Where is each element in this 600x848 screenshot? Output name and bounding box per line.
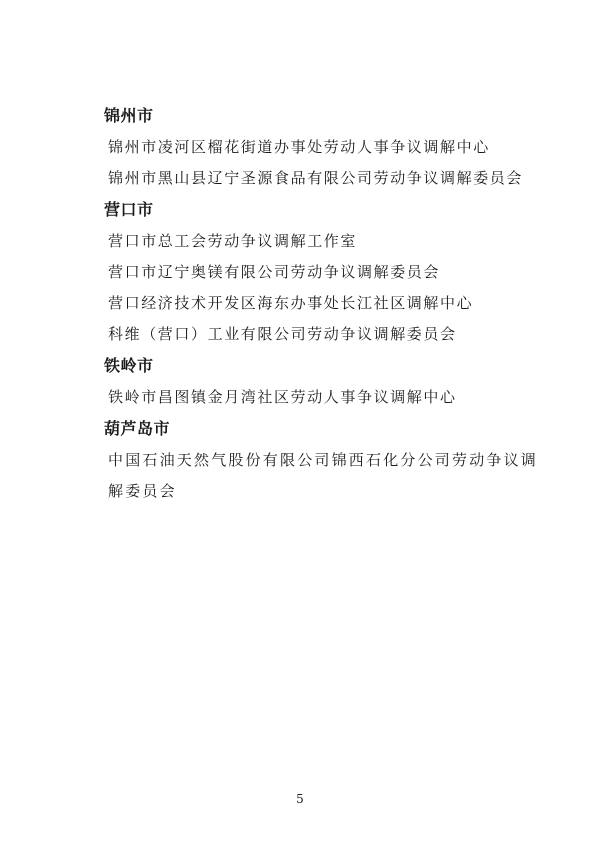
list-item: 营口市辽宁奥镁有限公司劳动争议调解委员会 [108,263,441,281]
section-huludao [104,413,544,507]
list-item: 锦州市凌河区榴花街道办事处劳动人事争议调解中心 [108,138,490,156]
list-item: 中国石油天然气股份有限公司锦西石化分公司劳动争议调解委员会 [108,451,539,500]
list-item: 科维（营口）工业有限公司劳动争议调解委员会 [108,325,457,343]
section-tieling [104,350,544,413]
section-jinzhou [104,100,544,194]
mediation-list [104,100,544,507]
page-number: 5 [296,792,304,806]
section-yingkou [104,194,544,350]
list-item: 铁岭市昌图镇金月湾社区劳动人事争议调解中心 [108,388,457,406]
city-heading: 铁岭市 [104,356,154,375]
list-item: 营口市总工会劳动争议调解工作室 [108,232,358,250]
city-heading: 葫芦岛市 [104,419,171,438]
city-heading: 锦州市 [104,106,154,125]
city-heading: 营口市 [104,200,154,219]
list-item: 营口经济技术开发区海东办事处长江社区调解中心 [108,294,474,312]
list-item: 锦州市黑山县辽宁圣源食品有限公司劳动争议调解委员会 [108,169,524,187]
